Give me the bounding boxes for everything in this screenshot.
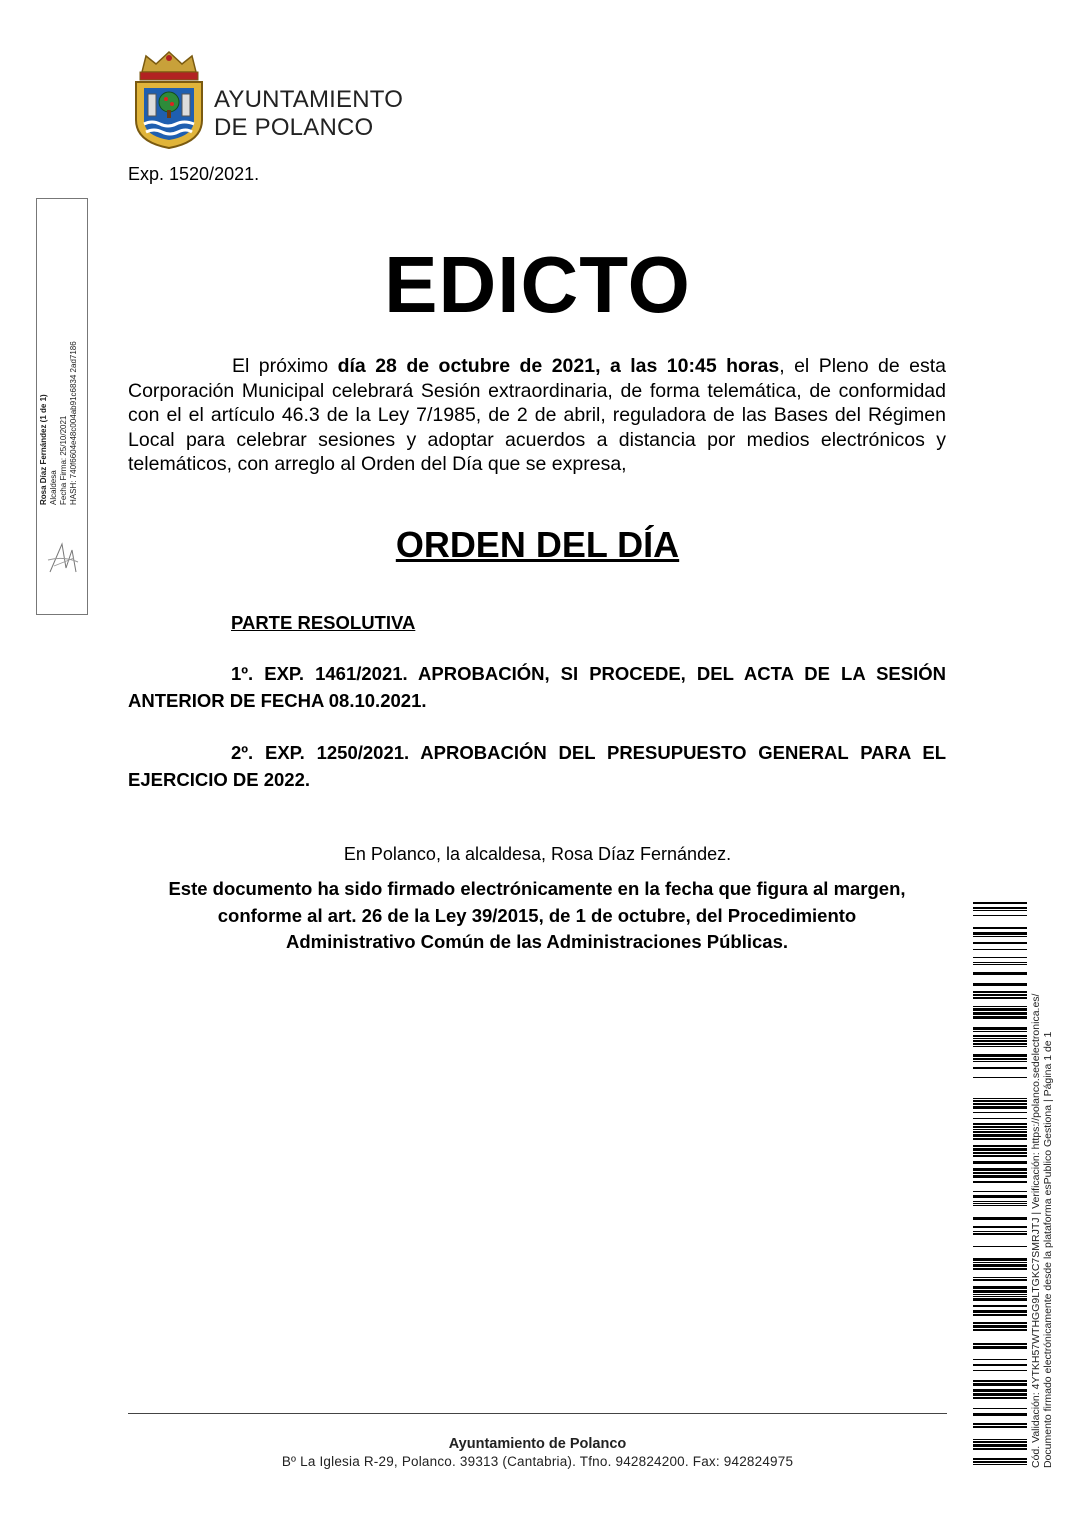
signer-role: Alcaldesa bbox=[49, 470, 58, 505]
agenda-item bbox=[128, 660, 946, 714]
announcement-paragraph bbox=[128, 354, 946, 477]
session-date: día 28 de octubre de 2021, a las 10:45 horas bbox=[337, 355, 780, 377]
section-label: PARTE RESOLUTIVA bbox=[231, 612, 416, 633]
agenda-title: ORDEN DEL DÍA bbox=[395, 524, 680, 565]
intro-text: El próximo bbox=[232, 355, 338, 377]
agenda-item-text: 2º. EXP. 1250/2021. APROBACIÓN DEL PRESUPUESTO GENERAL PARA EL EJERCICIO DE 2022. bbox=[128, 742, 946, 790]
barcode-icon bbox=[973, 902, 1027, 1468]
validation-platform: Documento firmado electrónicamente desde la plataforma esPublico Gestiona | Página 1 de 1 bbox=[1042, 1031, 1054, 1468]
footer-divider bbox=[128, 1413, 947, 1414]
legal-line: conforme al art. 26 de la Ley 39/2015, de 1 de octubre, del Procedimiento bbox=[217, 904, 857, 926]
footer-address: Bº La Iglesia R-29, Polanco. 39313 (Cantabria). Tfno. 942824200. Fax: 942824975 bbox=[281, 1454, 794, 1469]
agenda-item bbox=[128, 739, 946, 793]
validation-code: Cód. Validación: 4YTKH57WTHGG9LTGKC7SMRJTJ | Verificación: https://polanco.sedelectronica.es/ bbox=[1030, 993, 1042, 1468]
signature-date: Fecha Firma: 25/10/2021 bbox=[59, 415, 68, 505]
coat-of-arms-icon bbox=[130, 50, 208, 150]
signature-margin-text bbox=[39, 305, 79, 505]
legal-line: Este documento ha sido firmado electrónicamente en la fecha que figura al margen, bbox=[168, 878, 906, 899]
validation-note bbox=[1030, 908, 1054, 1468]
agenda-item-text: 1º. EXP. 1461/2021. APROBACIÓN, SI PROCEDE, DEL ACTA DE LA SESIÓN ANTERIOR DE FECHA 08.10.2021. bbox=[128, 663, 946, 711]
legal-notice bbox=[128, 876, 946, 956]
organization-name bbox=[214, 86, 403, 142]
signature-line: En Polanco, la alcaldesa, Rosa Díaz Fernández. bbox=[343, 844, 732, 864]
expediente-number: Exp. 1520/2021. bbox=[128, 164, 260, 184]
document-title: EDICTO bbox=[384, 240, 691, 329]
footer-org-name: Ayuntamiento de Polanco bbox=[448, 1436, 627, 1452]
signature-hash: HASH: 740f6604e48c004ab91c6834 2ad7186 bbox=[69, 341, 78, 505]
org-name-line1: AYUNTAMIENTO bbox=[214, 86, 404, 113]
body-text: , el Pleno de esta Corporación Municipal celebrará Sesión extraordinaria, de forma telemática, de conformidad con el el artículo 46.3 de la Ley 7/1985, de 2 de abril, reguladora de las Bases del Régimen Local para celebrar sesiones y adoptar acuerdos a distancia por medios electrónicos y telemáticos, con arreglo al Orden del Día que se expresa, bbox=[128, 355, 947, 475]
signer-name: Rosa Díaz Fernández (1 de 1) bbox=[39, 394, 48, 505]
org-name-line2: DE POLANCO bbox=[214, 114, 374, 141]
legal-line: Administrativo Común de las Administraciones Públicas. bbox=[285, 931, 788, 952]
